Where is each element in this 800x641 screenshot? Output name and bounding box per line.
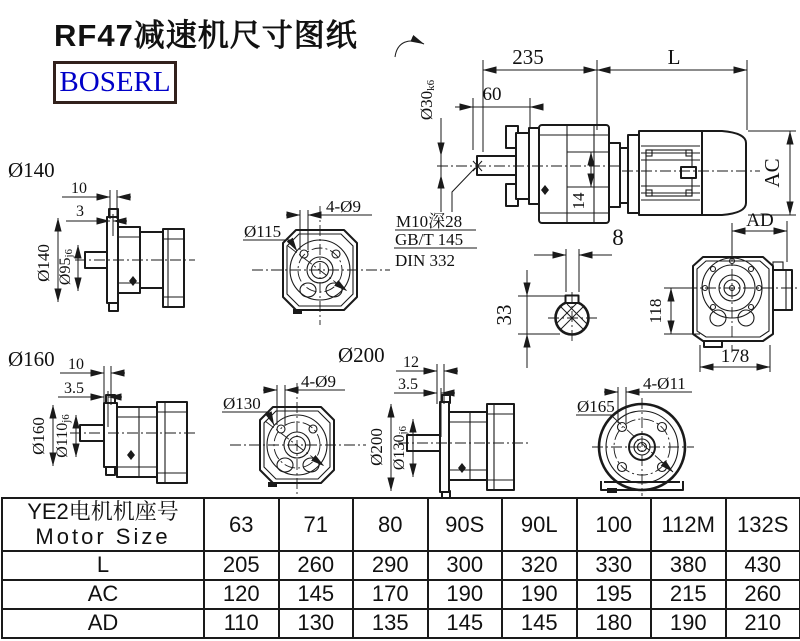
cell-AD-71: 130 [279,609,354,638]
flange140-dim-10: 10 [71,180,87,197]
table-header-en: Motor Size [35,524,171,550]
cell-AD-80: 135 [353,609,428,638]
cell-L-80: 290 [353,551,428,580]
note-thread: M10深28 [396,212,463,231]
cell-AC-100: 195 [577,580,652,609]
cell-AD-112M: 190 [651,609,726,638]
col-112M: 112M [651,498,726,551]
dim-60-label: 60 [482,84,502,105]
flange165-bc-label: Ø165 [577,397,615,416]
col-80: 80 [353,498,428,551]
flange200-title: Ø200 [338,343,385,367]
cell-AC-71: 145 [279,580,354,609]
table-row-L [2,551,800,580]
flange140-dim-3: 3 [76,203,84,220]
center-hole-notes [394,212,477,270]
flange160-dim-spigot: Ø110j6 [54,414,72,458]
note-standard-gb: GB/T 145 [395,230,464,249]
page-title: RF47减速机尺寸图纸 [54,18,358,53]
flange165-holes-label: 4-Ø11 [643,374,686,393]
table-row-AC [2,580,800,609]
dim-118-label: 118 [646,298,665,324]
flange200-side-view [367,354,528,497]
dim-235-label: 235 [512,45,544,69]
note-standard-din: DIN 332 [395,251,455,270]
col-90L: 90L [502,498,577,551]
flange140-dim-outer: Ø140 [34,244,53,282]
dim-key-depth-label: 33 [492,304,516,326]
flange160-side-view [8,347,198,483]
flange115-front-view [243,197,390,325]
col-132S: 132S [726,498,800,551]
flange200-dim-spigot: Ø130j6 [391,425,409,471]
col-63: 63 [204,498,279,551]
flange130-front-view [222,343,385,497]
cell-L-112M: 380 [651,551,726,580]
cell-AD-132S: 210 [726,609,800,638]
dim-AD-label: AD [746,210,774,231]
cell-AC-80: 170 [353,580,428,609]
rear-view [646,250,798,372]
cell-L-63: 205 [204,551,279,580]
dim-AC-label: AC [760,158,784,188]
flange200-dim-35: 3.5 [398,376,418,393]
cell-AD-90L: 145 [502,609,577,638]
cell-AC-90S: 190 [428,580,503,609]
flange200-dim-12: 12 [403,354,419,371]
dim-shaft-diameter-label: Ø30k6 [417,79,437,121]
row-label-L: L [2,551,204,580]
cell-AC-63: 120 [204,580,279,609]
flange130-holes-label: 4-Ø9 [301,372,336,391]
col-71: 71 [279,498,354,551]
table-header-row [2,498,800,551]
motor-dimension-table [1,497,800,639]
flange165-front-view [576,374,694,496]
cell-L-100: 330 [577,551,652,580]
cell-AC-112M: 215 [651,580,726,609]
dim-keyway-height-label: 14 [569,192,588,210]
row-label-AC: AC [2,580,204,609]
flange160-dim-35: 3.5 [64,380,84,397]
col-100: 100 [577,498,652,551]
flange130-bc-label: Ø130 [223,394,261,413]
cell-L-90S: 300 [428,551,503,580]
flange200-dim-outer: Ø200 [367,428,386,466]
cell-AD-90S: 145 [428,609,503,638]
dim-key-width-label: 8 [612,225,624,250]
table-row-AD [2,609,800,638]
flange115-bc-label: Ø115 [244,222,282,241]
cell-L-132S: 430 [726,551,800,580]
cell-AC-132S: 260 [726,580,800,609]
table-header-cn: YE2电机机座号 [27,499,179,525]
flange160-dim-outer: Ø160 [29,417,48,455]
cell-AD-63: 110 [204,609,279,638]
cell-L-71: 260 [279,551,354,580]
flange140-dim-spigot: Ø95j6 [57,248,75,286]
cell-AD-100: 180 [577,609,652,638]
cell-AC-90L: 190 [502,580,577,609]
flange160-title: Ø160 [8,347,55,371]
dim-178-label: 178 [720,346,750,367]
flange140-title: Ø140 [8,158,55,182]
dim-L-label: L [667,45,681,69]
table-header-motor-size [2,498,204,551]
flange140-side-view [8,158,195,311]
col-90S: 90S [428,498,503,551]
shaft-section-view [492,225,624,368]
flange115-holes-label: 4-Ø9 [326,197,361,216]
brand-logo-text: BOSERL [59,66,171,98]
flange160-dim-10: 10 [68,356,84,373]
cell-L-90L: 320 [502,551,577,580]
row-label-AD: AD [2,609,204,638]
